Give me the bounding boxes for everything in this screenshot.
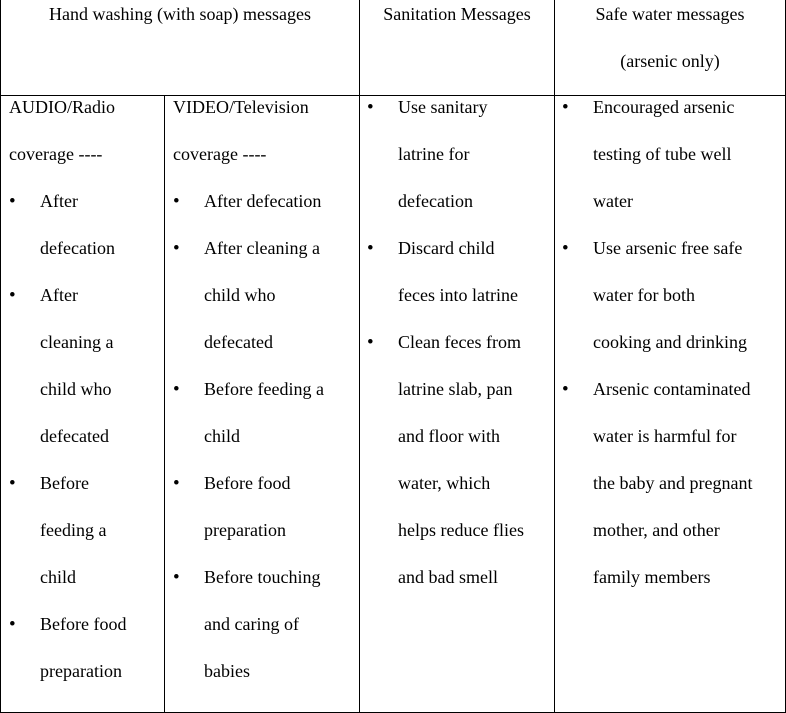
video-column: [173, 84, 357, 695]
header-safe-water-line1: Safe water messages: [595, 4, 745, 24]
list-item: [367, 84, 553, 225]
list-item: [562, 84, 784, 225]
list-item-line: • Before: [40, 473, 89, 493]
list-item-line: child who: [204, 285, 276, 305]
list-item-line: defecated: [40, 426, 109, 446]
list-item: [9, 460, 161, 601]
video-heading-line1: VIDEO/Television: [173, 97, 309, 117]
list-item-line: feeding a: [40, 520, 107, 540]
header-safe-water: [555, 0, 785, 85]
list-item-line: and bad smell: [398, 567, 498, 587]
header-hand-washing-text: Hand washing (with soap) messages: [49, 4, 311, 24]
list-item-line: child who: [40, 379, 112, 399]
list-item: [173, 178, 357, 225]
sanitation-column: [367, 84, 553, 601]
audio-heading-line2: coverage ----: [9, 144, 103, 164]
video-heading-line2: coverage ----: [173, 144, 267, 164]
list-item-line: • Discard child: [398, 238, 495, 258]
list-item-line: • Before touching: [204, 567, 321, 587]
list-item-line: • After cleaning a: [204, 238, 320, 258]
list-item-line: water is harmful for: [593, 426, 737, 446]
list-item-line: defecation: [398, 191, 473, 211]
list-item-line: • Before food: [40, 614, 127, 634]
list-item: [9, 178, 161, 272]
list-item-line: and caring of: [204, 614, 299, 634]
list-item-line: the baby and pregnant: [593, 473, 753, 493]
list-item-line: child: [40, 567, 76, 587]
list-item-line: • Use sanitary: [398, 97, 488, 117]
list-item-line: helps reduce flies: [398, 520, 524, 540]
list-item-line: and floor with: [398, 426, 500, 446]
list-item: [367, 225, 553, 319]
list-item: [173, 460, 357, 554]
list-item-line: defecation: [40, 238, 115, 258]
list-item: [562, 366, 784, 601]
column-divider-audio-video: [164, 95, 165, 713]
list-item-line: • After defecation: [204, 191, 322, 211]
list-item: [173, 366, 357, 460]
list-item: [173, 225, 357, 366]
list-item-line: latrine slab, pan: [398, 379, 513, 399]
list-item: [367, 319, 553, 601]
list-item-line: feces into latrine: [398, 285, 518, 305]
list-item-line: preparation: [40, 661, 122, 681]
list-item-line: preparation: [204, 520, 286, 540]
header-hand-washing: [1, 0, 359, 38]
list-item: [562, 225, 784, 366]
list-item-line: testing of tube well: [593, 144, 732, 164]
header-safe-water-line2: (arsenic only): [620, 51, 720, 71]
safe-water-list: [562, 84, 784, 601]
list-item-line: water: [593, 191, 633, 211]
list-item: [173, 554, 357, 695]
header-sanitation: [360, 0, 554, 38]
list-item-line: • Encouraged arsenic: [593, 97, 735, 117]
list-item-line: child: [204, 426, 240, 446]
list-item-line: • After: [40, 191, 78, 211]
list-item-line: water for both: [593, 285, 695, 305]
table-border-left: [0, 0, 1, 713]
list-item-line: family members: [593, 567, 711, 587]
video-list: [173, 178, 357, 695]
audio-list: [9, 178, 161, 695]
list-item-line: • After: [40, 285, 78, 305]
list-item: [9, 272, 161, 460]
list-item-line: mother, and other: [593, 520, 720, 540]
audio-heading-line1: AUDIO/Radio: [9, 97, 115, 117]
column-divider-hand-sanitation: [359, 0, 360, 713]
header-sanitation-text: Sanitation Messages: [383, 4, 531, 24]
list-item-line: • Clean feces from: [398, 332, 521, 352]
list-item-line: • Use arsenic free safe: [593, 238, 743, 258]
list-item-line: defecated: [204, 332, 273, 352]
audio-column: [9, 84, 161, 695]
list-item-line: • Arsenic contaminated: [593, 379, 751, 399]
safe-water-column: [562, 84, 784, 601]
list-item-line: latrine for: [398, 144, 470, 164]
list-item-line: water, which: [398, 473, 491, 493]
list-item-line: cleaning a: [40, 332, 114, 352]
list-item-line: • Before food: [204, 473, 291, 493]
list-item: [9, 601, 161, 695]
list-item-line: babies: [204, 661, 250, 681]
list-item-line: cooking and drinking: [593, 332, 747, 352]
sanitation-list: [367, 84, 553, 601]
column-divider-sanitation-water: [554, 0, 555, 713]
list-item-line: • Before feeding a: [204, 379, 324, 399]
